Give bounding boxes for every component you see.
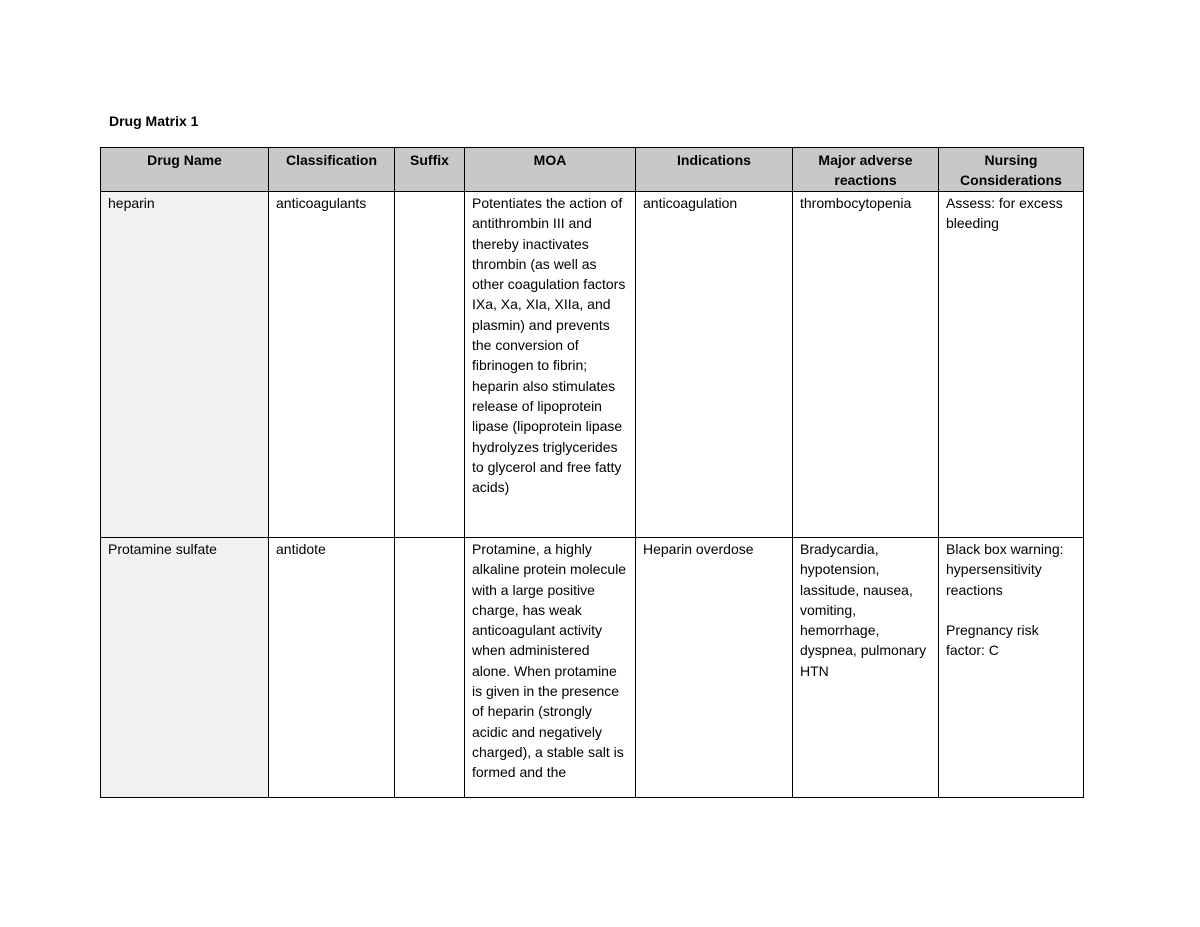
header-drug-name: Drug Name <box>101 148 269 192</box>
suffix-cell <box>395 538 465 798</box>
header-suffix: Suffix <box>395 148 465 192</box>
classification-cell: anticoagulants <box>269 192 395 538</box>
adverse-reactions-cell: thrombocytopenia <box>793 192 939 538</box>
suffix-cell <box>395 192 465 538</box>
header-adverse-reactions: Major adverse reactions <box>793 148 939 192</box>
header-moa: MOA <box>465 148 636 192</box>
drug-name-cell: Protamine sulfate <box>101 538 269 798</box>
moa-cell: Potentiates the action of antithrombin III and thereby inactivates thrombin (as well as other coagulation factors IXa, Xa, XIa, XIIa, and plasmin) and prevents the conversion of fibrinogen to fibrin; heparin also stimulates release of lipoprotein lipase (lipoprotein lipase hydrolyzes triglycerides to glycerol and free fatty acids) <box>465 192 636 538</box>
header-row <box>101 148 1084 192</box>
document-title: Drug Matrix 1 <box>109 113 199 129</box>
header-classification: Classification <box>269 148 395 192</box>
nursing-considerations-cell: Black box warning: hypersensitivity reactions Pregnancy risk factor: C <box>939 538 1084 798</box>
table-row <box>101 192 1084 538</box>
drug-matrix-table <box>100 147 1084 798</box>
indications-cell: anticoagulation <box>636 192 793 538</box>
nursing-considerations-cell: Assess: for excess bleeding <box>939 192 1084 538</box>
indications-cell: Heparin overdose <box>636 538 793 798</box>
header-indications: Indications <box>636 148 793 192</box>
drug-name-cell: heparin <box>101 192 269 538</box>
table-row <box>101 538 1084 798</box>
moa-cell: Protamine, a highly alkaline protein molecule with a large positive charge, has weak anticoagulant activity when administered alone. When protamine is given in the presence of heparin (strongly acidic and negatively charged), a stable salt is formed and the <box>465 538 636 798</box>
header-nursing-considerations: Nursing Considerations <box>939 148 1084 192</box>
table-header <box>101 148 1084 192</box>
adverse-reactions-cell: Bradycardia, hypotension, lassitude, nausea, vomiting, hemorrhage, dyspnea, pulmonary HTN <box>793 538 939 798</box>
table-body <box>101 192 1084 798</box>
classification-cell: antidote <box>269 538 395 798</box>
